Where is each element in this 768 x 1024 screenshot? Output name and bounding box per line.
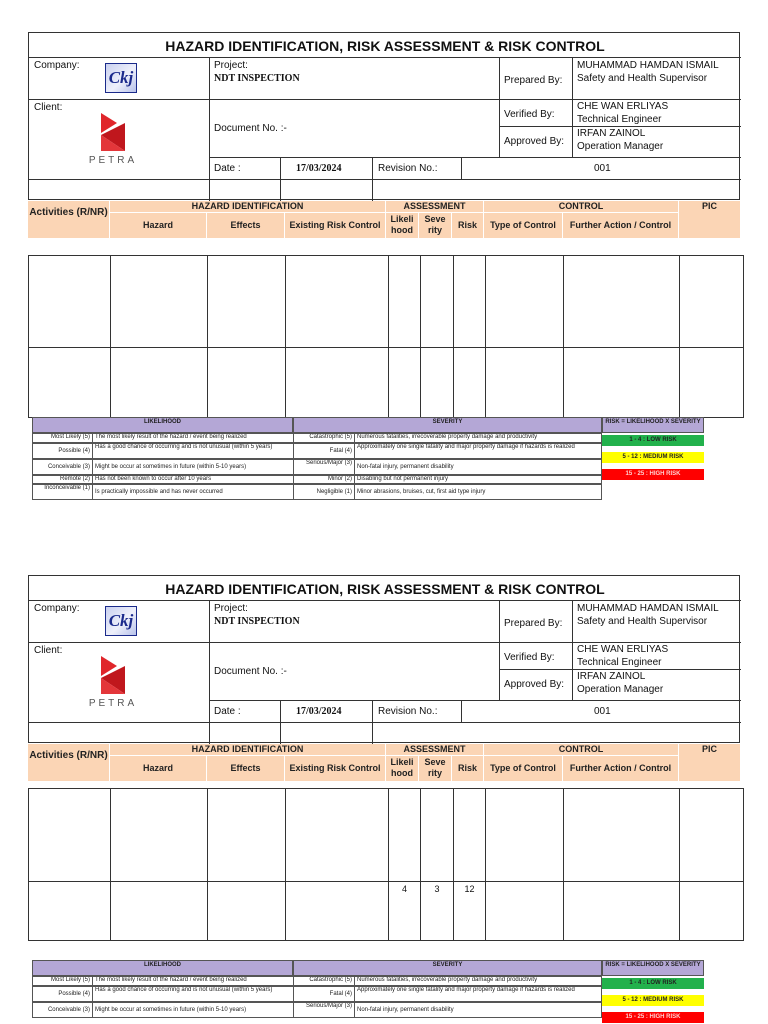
document-label: Document No. :- xyxy=(214,123,287,134)
legend-row: Remote (2) Has not been known to occur after 10 years Minor (2) Disabling but not permanent injury xyxy=(32,475,602,484)
col-group-assessment: ASSESSMENT xyxy=(386,201,483,212)
company-label: Company: xyxy=(34,60,80,71)
col-group-control: CONTROL xyxy=(484,744,678,755)
verified-label: Verified By: xyxy=(504,109,555,120)
risk-legend xyxy=(32,960,704,1024)
col-group-hazard: HAZARD IDENTIFICATION xyxy=(110,201,385,212)
project-label: Project: xyxy=(214,60,248,71)
col-hazard: Hazard xyxy=(110,213,206,238)
legend-row: Most Likely (5) The most likely result of the hazard / event being realized Catastrophic (5) Numerous fatalities, irrecoverable property damage and productivity xyxy=(32,976,602,986)
legend-severity-head: SEVERITY xyxy=(293,417,602,433)
client-logo: PETRA xyxy=(73,111,153,167)
verified-title: Technical Engineer xyxy=(577,114,662,125)
verified-name: CHE WAN ERLIYAS xyxy=(577,644,669,655)
table-body xyxy=(28,255,744,418)
col-severity: Seve rity xyxy=(419,213,451,238)
legend-row: Possible (4) Has a good chance of occurring and is not unusual (within 5 years) Fatal (4) Approximately one single fatality and major property damage if hazards is realized xyxy=(32,443,602,459)
col-severity: Seve rity xyxy=(419,756,451,781)
column-header xyxy=(28,744,740,781)
date-label: Date : xyxy=(214,163,241,174)
prepared-label: Prepared By: xyxy=(504,618,563,629)
risk-legend xyxy=(32,417,704,515)
document-label: Document No. :- xyxy=(214,666,287,677)
form-title: HAZARD IDENTIFICATION, RISK ASSESSMENT & RISK CONTROL xyxy=(29,576,741,601)
col-risk: Risk xyxy=(452,213,483,238)
col-existing: Existing Risk Control xyxy=(285,213,385,238)
prepared-name: MUHAMMAD HAMDAN ISMAIL xyxy=(577,603,719,614)
col-activities: Activities (R/NR) xyxy=(28,201,109,238)
legend-severity-head: SEVERITY xyxy=(293,960,602,976)
client-label: Client: xyxy=(34,645,63,656)
risk-low: 1 - 4 : LOW RISK xyxy=(602,978,704,989)
table-body xyxy=(28,788,744,941)
client-label: Client: xyxy=(34,102,63,113)
revision-label: Revision No.: xyxy=(378,706,438,717)
col-existing: Existing Risk Control xyxy=(285,756,385,781)
col-group-hazard: HAZARD IDENTIFICATION xyxy=(110,744,385,755)
col-type-control: Type of Control xyxy=(484,756,562,781)
prepared-title: Safety and Health Supervisor xyxy=(577,73,708,84)
verified-name: CHE WAN ERLIYAS xyxy=(577,101,669,112)
company-label: Company: xyxy=(34,603,80,614)
risk-low: 1 - 4 : LOW RISK xyxy=(602,435,704,446)
likelihood-value: 4 xyxy=(401,884,407,894)
verified-label: Verified By: xyxy=(504,652,555,663)
col-further: Further Action / Control xyxy=(563,756,678,781)
col-likelihood: Likeli hood xyxy=(386,756,418,781)
legend-risk-head: RISK = LIKELIHOOD X SEVERITY xyxy=(602,960,704,976)
col-effects: Effects xyxy=(207,213,284,238)
form-header xyxy=(28,32,740,200)
project-label: Project: xyxy=(214,603,248,614)
date-value: 17/03/2024 xyxy=(296,706,342,717)
col-hazard: Hazard xyxy=(110,756,206,781)
prepared-label: Prepared By: xyxy=(504,75,563,86)
risk-medium: 5 - 12 : MEDIUM RISK xyxy=(602,452,704,463)
form-title: HAZARD IDENTIFICATION, RISK ASSESSMENT & RISK CONTROL xyxy=(29,33,741,58)
col-likelihood: Likeli hood xyxy=(386,213,418,238)
petra-arrow-icon xyxy=(73,111,153,155)
col-pic: PIC xyxy=(679,201,740,238)
prepared-name: MUHAMMAD HAMDAN ISMAIL xyxy=(577,60,719,71)
col-group-control: CONTROL xyxy=(484,201,678,212)
col-further: Further Action / Control xyxy=(563,213,678,238)
client-logo: PETRA xyxy=(73,654,153,710)
form-header xyxy=(28,575,740,743)
date-value: 17/03/2024 xyxy=(296,163,342,174)
col-pic: PIC xyxy=(679,744,740,781)
legend-row: Conceivable (3) Might be occur at sometimes in future (within 5-10 years) Serious/Major (3) Non-fatal injury, permanent disability xyxy=(32,459,602,475)
legend-likelihood-head: LIKELIHOOD xyxy=(32,960,293,976)
legend-likelihood-head: LIKELIHOOD xyxy=(32,417,293,433)
approved-label: Approved By: xyxy=(504,679,565,690)
risk-high: 15 - 25 : HIGH RISK xyxy=(602,469,704,480)
approved-title: Operation Manager xyxy=(577,141,664,152)
revision-label: Revision No.: xyxy=(378,163,438,174)
legend-row: Possible (4) Has a good chance of occurring and is not unusual (within 5 years) Fatal (4) Approximately one single fatality and major property damage if hazards is realized xyxy=(32,986,602,1002)
revision-value: 001 xyxy=(594,163,611,174)
approved-name: IRFAN ZAINOL xyxy=(577,128,646,139)
revision-value: 001 xyxy=(594,706,611,717)
risk-medium: 5 - 12 : MEDIUM RISK xyxy=(602,995,704,1006)
risk-high: 15 - 25 : HIGH RISK xyxy=(602,1012,704,1023)
prepared-title: Safety and Health Supervisor xyxy=(577,616,708,627)
legend-row: Conceivable (3) Might be occur at sometimes in future (within 5-10 years) Serious/Major (3) Non-fatal injury, permanent disability xyxy=(32,1002,602,1018)
legend-row: Most Likely (5) The most likely result of the hazard / event being realized Catastrophic (5) Numerous fatalities, irrecoverable property damage and productivity xyxy=(32,433,602,443)
col-group-assessment: ASSESSMENT xyxy=(386,744,483,755)
legend-row: Inconceivable (1) Is practically impossible and has never occurred Negligible (1) Minor abrasions, bruises, cut, first aid type injury xyxy=(32,484,602,500)
col-activities: Activities (R/NR) xyxy=(28,744,109,781)
approved-label: Approved By: xyxy=(504,136,565,147)
verified-title: Technical Engineer xyxy=(577,657,662,668)
col-type-control: Type of Control xyxy=(484,213,562,238)
col-risk: Risk xyxy=(452,756,483,781)
petra-arrow-icon xyxy=(73,654,153,698)
risk-value: 12 xyxy=(464,884,475,894)
approved-title: Operation Manager xyxy=(577,684,664,695)
severity-value: 3 xyxy=(434,884,440,894)
column-header xyxy=(28,201,740,238)
project-name: NDT INSPECTION xyxy=(214,73,300,84)
col-effects: Effects xyxy=(207,756,284,781)
company-logo: Ckj xyxy=(105,606,137,636)
date-label: Date : xyxy=(214,706,241,717)
approved-name: IRFAN ZAINOL xyxy=(577,671,646,682)
company-logo: Ckj xyxy=(105,63,137,93)
project-name: NDT INSPECTION xyxy=(214,616,300,627)
legend-risk-head: RISK = LIKELIHOOD X SEVERITY xyxy=(602,417,704,433)
